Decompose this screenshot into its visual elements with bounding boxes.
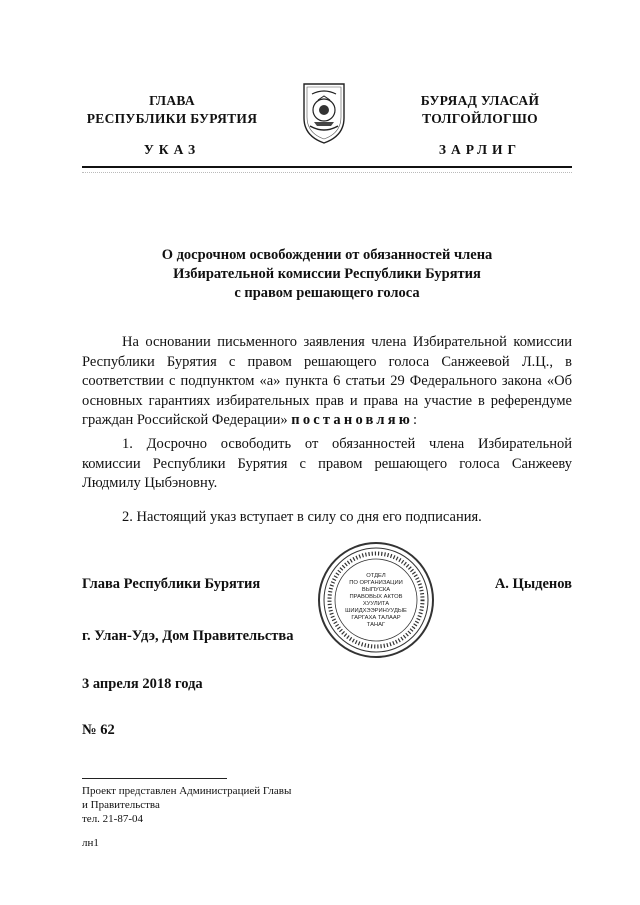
decree-date: 3 апреля 2018 года [82,676,203,692]
stamp-line5: ХУУЛИТА [362,601,390,607]
header-right-line1: БУРЯАД УЛАСАЙ [420,93,540,108]
stamp-line1: ОТДЕЛ [366,573,386,579]
stamp-line6: ШИИДХЭЭРИНУУДЫЕ [345,608,407,614]
title-line2: Избирательной комиссии Республики Бурятия [173,266,481,282]
coat-of-arms-icon [300,80,348,146]
place: г. Улан-Удэ, Дом Правительства [82,628,294,644]
decree-word: постановляю [291,412,414,428]
decree-colon: : [413,412,418,428]
footer-line3: тел. 21-87-04 [82,813,144,825]
stamp-line3: ВЫПУСКА [361,587,391,593]
stamp-line4: ПРАВОВЫХ АКТОВ [349,594,403,600]
stamp-line2: ПО ОРГАНИЗАЦИИ [349,580,403,586]
preamble-paragraph [82,333,572,431]
footer-line2: и Правительства [82,799,160,811]
stamp-line7: ГАРГАХА ТАЛААР [351,615,401,621]
decree-number: № 62 [82,722,115,738]
item-2: 2. Настоящий указ вступает в силу со дня его подписания. [122,509,482,525]
footer-divider [82,778,227,779]
title-line1: О досрочном освобождении от обязанностей члена [161,247,493,263]
stamp-line8: ТАНАГ [366,622,386,628]
doc-type-left: УКАЗ [143,142,201,157]
header-divider-dotted [82,172,572,173]
official-stamp-icon [316,540,436,660]
header-divider-thick [82,166,572,168]
signature-position: Глава Республики Бурятия [82,576,261,592]
footer-line1: Проект представлен Администрацией Главы [82,785,292,797]
footer-code: лн1 [82,837,99,849]
item-1: 1. Досрочно освободить от обязанностей члена Избирательной комиссии Республики Бурятия с правом решающего голоса Санжееву Людмилу Цыбэновну. [82,436,572,491]
header-left-line1: ГЛАВА [149,93,195,108]
header-left-line2: РЕСПУБЛИКИ БУРЯТИЯ [86,111,258,126]
decree-title [82,246,572,303]
title-line3: с правом решающего голоса [234,285,420,301]
signature-name: А. Цыденов [494,576,572,592]
header-right-line2: ТОЛГОЙЛОГШО [422,111,538,126]
header-left [82,92,262,128]
doc-type-right: ЗАРЛИГ [438,142,522,157]
header-right [390,92,570,128]
footer-note [82,784,291,826]
preamble-text: На основании письменного заявления члена Избирательной комиссии Республики Бурятия с правом решающего голоса Санжеевой Л.Ц., в соответствии с подпунктом «а» пункта 6 статьи 29 Федерального закона «Об основных гарантиях избирательных прав и права на участие в референдуме граждан Российской Федерации» [82,334,572,428]
